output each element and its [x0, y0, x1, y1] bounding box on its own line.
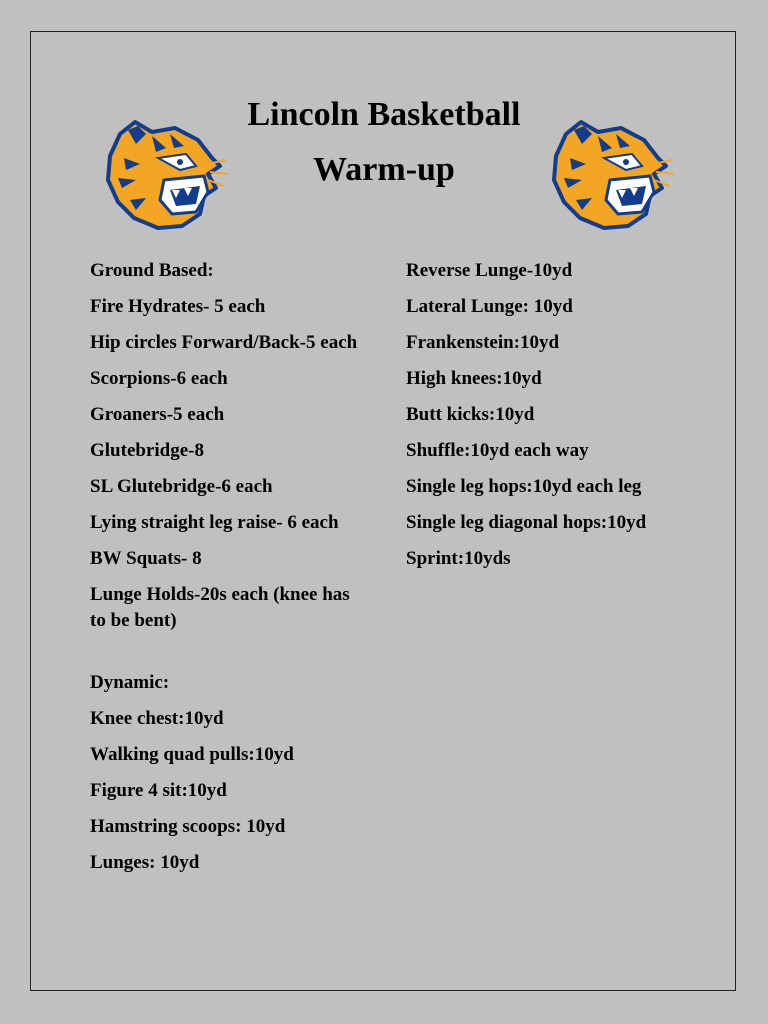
- tiger-head-icon: [546, 114, 676, 234]
- section-heading-dynamic: Dynamic:: [90, 672, 170, 693]
- list-item: Single leg diagonal hops:10yd: [406, 512, 647, 533]
- list-item: SL Glutebridge-6 each: [90, 476, 273, 497]
- list-item: Reverse Lunge-10yd: [406, 260, 573, 281]
- list-item: Frankenstein:10yd: [406, 332, 560, 353]
- list-item: Hamstring scoops: 10yd: [90, 816, 286, 837]
- list-item: Figure 4 sit:10yd: [90, 780, 227, 801]
- page-subtitle: Warm-up: [313, 151, 455, 188]
- tiger-head-icon: [100, 114, 230, 234]
- list-item: Walking quad pulls:10yd: [90, 744, 294, 765]
- list-item: Lying straight leg raise- 6 each: [90, 512, 339, 533]
- list-item: Butt kicks:10yd: [406, 404, 535, 425]
- list-item: Lateral Lunge: 10yd: [406, 296, 573, 317]
- list-item: Scorpions-6 each: [90, 368, 228, 389]
- list-item: Groaners-5 each: [90, 404, 225, 425]
- ground-and-dynamic-list: [90, 258, 365, 886]
- dynamic-drills-list: [406, 258, 696, 582]
- list-item: Shuffle:10yd each way: [406, 440, 589, 461]
- list-item: Lunge Holds-20s each (knee has to be bent): [90, 584, 350, 631]
- list-item: High knees:10yd: [406, 368, 542, 389]
- page-title: Lincoln Basketball: [247, 96, 521, 133]
- list-item: Sprint:10yds: [406, 548, 511, 569]
- section-heading-ground: Ground Based:: [90, 260, 214, 281]
- list-item: Knee chest:10yd: [90, 708, 224, 729]
- list-item: Lunges: 10yd: [90, 852, 200, 873]
- list-item: Hip circles Forward/Back-5 each: [90, 332, 358, 353]
- list-item: Single leg hops:10yd each leg: [406, 476, 642, 497]
- list-item: Fire Hydrates- 5 each: [90, 296, 266, 317]
- list-item: BW Squats- 8: [90, 548, 202, 569]
- list-item: Glutebridge-8: [90, 440, 204, 461]
